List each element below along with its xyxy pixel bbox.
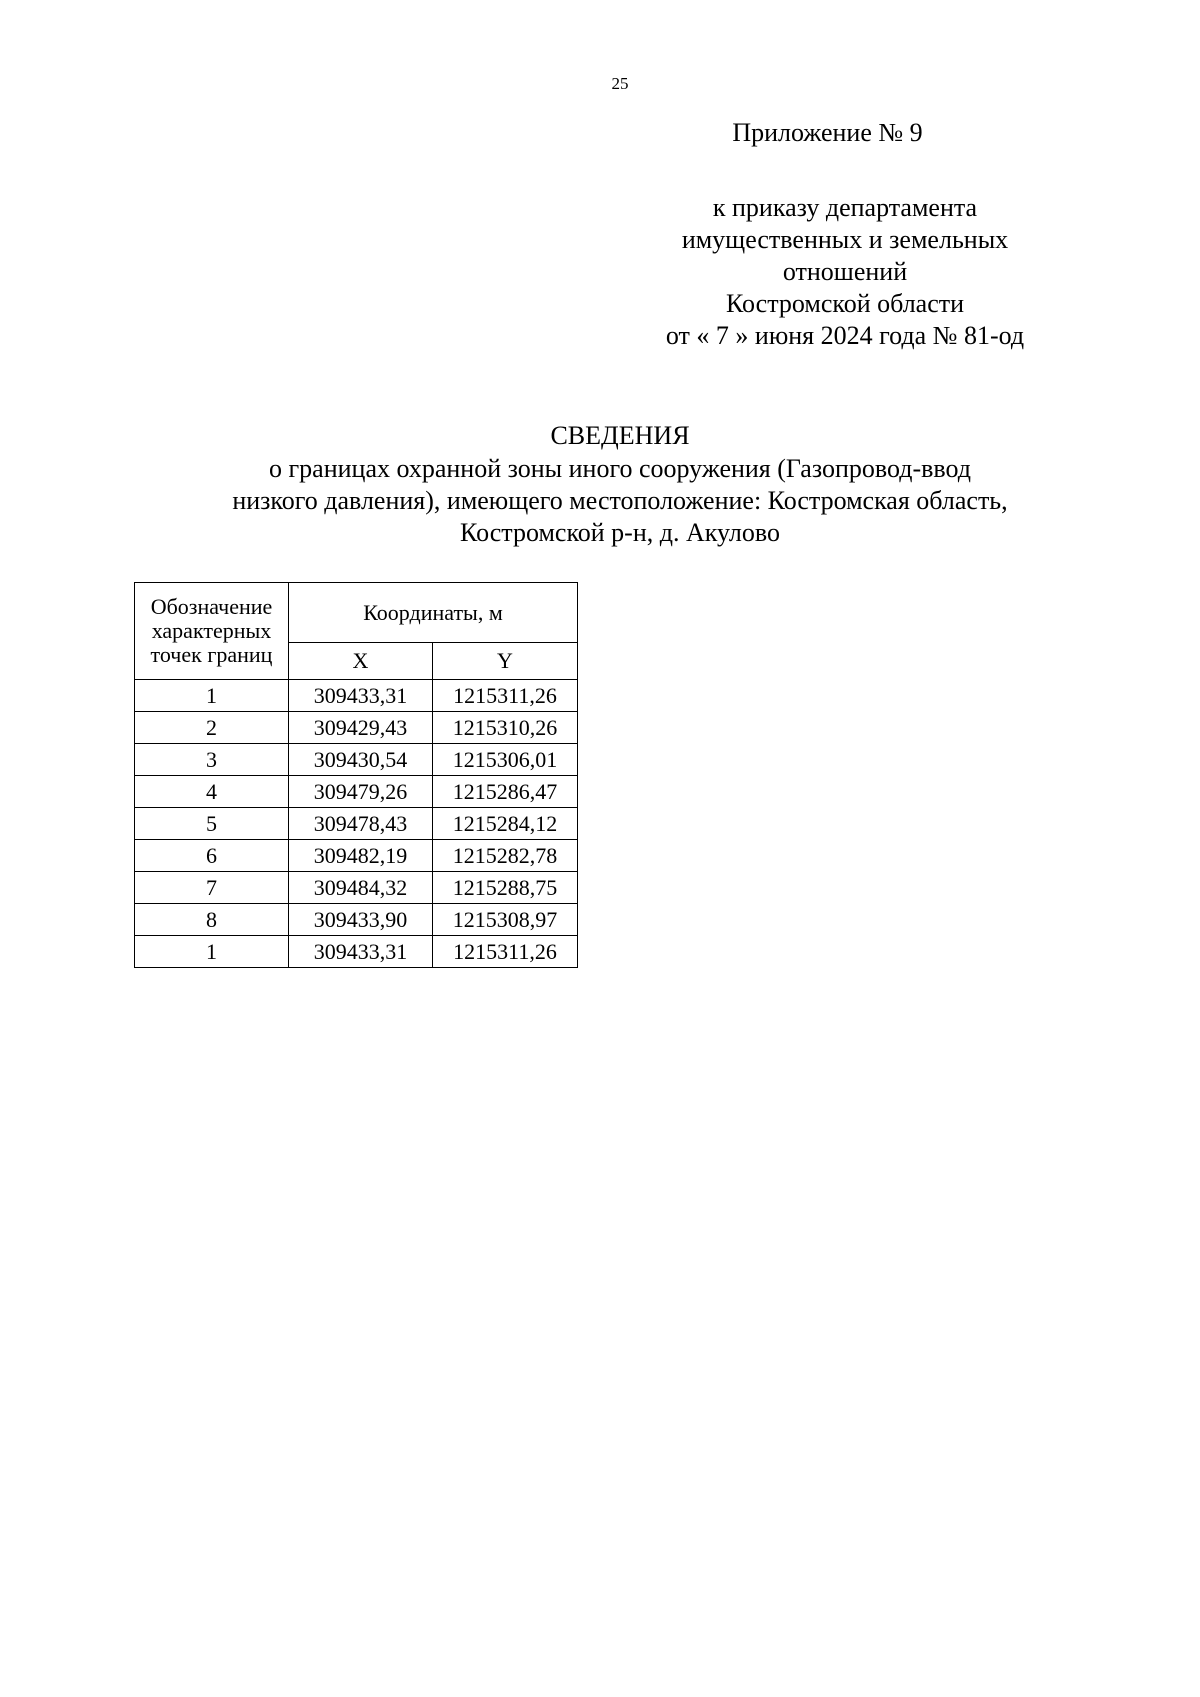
cell-x: 309484,32 [289,872,433,904]
annex-ref-line: отношений [782,257,908,286]
subheading-line: о границах охранной зоны иного сооружения (Газопровод-ввод [269,454,971,483]
cell-y: 1215310,26 [433,712,578,744]
annex-ref-line: к приказу департамента [712,193,978,222]
subheading-line: Костромской р-н, д. Акулово [460,518,780,547]
cell-point: 6 [135,840,289,872]
table-header-row [135,583,578,643]
table-row [135,808,578,840]
cell-x: 309482,19 [289,840,433,872]
annex-ref-line: имущественных и земельных [681,225,1009,254]
cell-y: 1215284,12 [433,808,578,840]
cell-x: 309433,31 [289,680,433,712]
table-row [135,840,578,872]
cell-point: 1 [135,936,289,968]
annex-title: Приложение № 9 [732,118,923,147]
cell-x: 309478,43 [289,808,433,840]
document-subheading [140,453,1100,549]
cell-point: 5 [135,808,289,840]
table-row [135,904,578,936]
cell-x: 309433,90 [289,904,433,936]
cell-x: 309430,54 [289,744,433,776]
table-row [135,680,578,712]
subheading-line: низкого давления), имеющего местоположение: Костромская область, [232,486,1008,515]
cell-y: 1215311,26 [433,680,578,712]
cell-x: 309433,31 [289,936,433,968]
cell-x: 309479,26 [289,776,433,808]
annex-reference [620,192,1070,352]
cell-y: 1215306,01 [433,744,578,776]
page-number: 25 [611,74,629,93]
document-heading: СВЕДЕНИЯ [550,421,690,450]
cell-y: 1215282,78 [433,840,578,872]
table-row [135,776,578,808]
table-row [135,744,578,776]
cell-point: 2 [135,712,289,744]
cell-y: 1215286,47 [433,776,578,808]
cell-point: 1 [135,680,289,712]
header-point-designation: Обозначение характерных точек границ [135,583,289,680]
header-coordinates: Координаты, м [289,583,578,643]
coordinates-table [134,582,578,968]
table-row [135,712,578,744]
cell-point: 8 [135,904,289,936]
cell-point: 7 [135,872,289,904]
annex-ref-line: от « 7 » июня 2024 года № 81-од [665,321,1025,350]
cell-x: 309429,43 [289,712,433,744]
table-row [135,872,578,904]
cell-point: 4 [135,776,289,808]
cell-y: 1215311,26 [433,936,578,968]
header-x: X [289,643,433,680]
header-y: Y [433,643,578,680]
table-row [135,936,578,968]
cell-y: 1215308,97 [433,904,578,936]
cell-y: 1215288,75 [433,872,578,904]
annex-ref-line: Костромской области [725,289,965,318]
cell-point: 3 [135,744,289,776]
